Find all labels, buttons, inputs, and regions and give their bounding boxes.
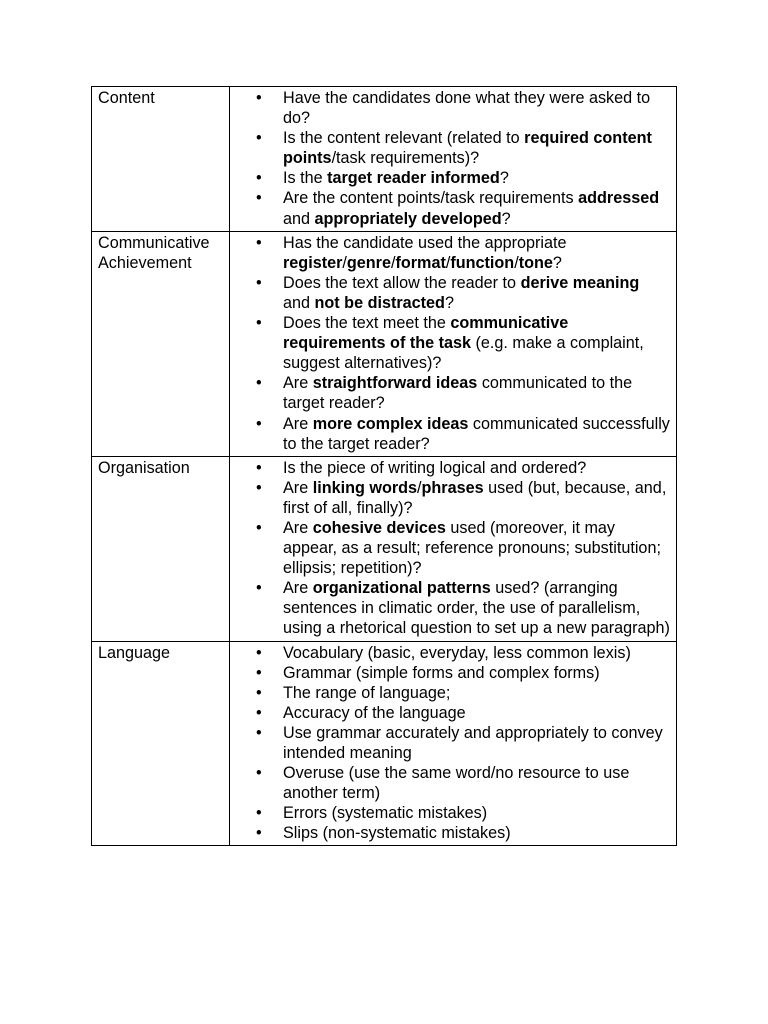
criterion-questions	[230, 231, 677, 456]
text-run: ?	[552, 253, 562, 272]
list-item	[230, 518, 670, 578]
list-item	[230, 703, 670, 723]
bold-text: more complex ideas	[312, 414, 469, 433]
bold-text: phrases	[421, 478, 484, 497]
text-run: Are	[283, 478, 313, 497]
text-run: ?	[499, 169, 509, 188]
table-row	[92, 641, 677, 846]
text-run: Overuse (use the same word/no resource to use another term)	[283, 764, 630, 803]
criterion-questions	[230, 87, 677, 232]
list-item	[230, 683, 670, 703]
criterion-label: Language	[92, 641, 230, 846]
bold-text: straightforward ideas	[312, 374, 478, 393]
text-run: Vocabulary (basic, everyday, less common lexis)	[283, 643, 631, 662]
text-run: /	[390, 253, 396, 272]
text-run: Are	[283, 414, 313, 433]
text-run: Is the piece of writing logical and ordered?	[283, 458, 587, 477]
text-run: /task requirements)?	[331, 149, 480, 168]
table-row	[92, 87, 677, 232]
list-item	[230, 88, 670, 128]
criterion-label: Communicative Achievement	[92, 231, 230, 456]
list-item	[230, 313, 670, 373]
list-item	[230, 188, 670, 228]
text-run: Accuracy of the language	[283, 703, 466, 722]
list-item	[230, 578, 670, 638]
bold-text: register	[283, 253, 343, 272]
text-run: and	[283, 293, 315, 312]
bold-text: appropriately developed	[314, 209, 502, 228]
table-row	[92, 231, 677, 456]
list-item	[230, 128, 670, 168]
text-run: Are	[283, 518, 313, 537]
list-item	[230, 233, 670, 273]
text-run: /	[342, 253, 347, 272]
text-run: /	[514, 253, 519, 272]
bold-text: tone	[518, 253, 553, 272]
bullet-list	[230, 88, 670, 229]
text-run: Are	[283, 579, 313, 598]
text-run: communicated to the target reader?	[283, 374, 633, 413]
list-item	[230, 643, 670, 663]
list-item	[230, 414, 670, 454]
assessment-criteria-table	[91, 86, 677, 846]
bold-text: not be distracted	[314, 293, 445, 312]
list-item	[230, 803, 670, 823]
bold-text: required content points	[283, 129, 652, 168]
text-run: /	[445, 253, 451, 272]
bold-text: derive meaning	[520, 273, 640, 292]
text-run: Errors (systematic mistakes)	[283, 804, 488, 823]
bold-text: function	[450, 253, 515, 272]
text-run: Grammar (simple forms and complex forms)	[283, 663, 600, 682]
text-run: ?	[444, 293, 454, 312]
text-run: /	[417, 478, 422, 497]
text-run: Are the content points/task requirements	[283, 189, 579, 208]
list-item	[230, 478, 670, 518]
bold-text: format	[395, 253, 446, 272]
text-run: Use grammar accurately and appropriately to convey intended meaning	[283, 723, 663, 762]
criterion-label: Content	[92, 87, 230, 232]
criterion-label: Organisation	[92, 456, 230, 641]
list-item	[230, 763, 670, 803]
text-run: Have the candidates done what they were asked to do?	[283, 89, 651, 128]
list-item	[230, 273, 670, 313]
text-run: Does the text allow the reader to	[283, 273, 521, 292]
list-item	[230, 663, 670, 683]
text-run: Is the content relevant (related to	[283, 129, 525, 148]
text-run: (e.g. make a complaint, suggest alternatives)?	[283, 334, 644, 373]
table-row	[92, 456, 677, 641]
bullet-list	[230, 643, 670, 844]
text-run: Has the candidate used the appropriate	[283, 233, 567, 252]
bold-text: cohesive devices	[312, 518, 446, 537]
text-run: Are	[283, 374, 313, 393]
list-item	[230, 373, 670, 413]
bullet-list	[230, 458, 670, 639]
text-run: Is the	[283, 169, 328, 188]
text-run: The range of language;	[283, 683, 451, 702]
bold-text: organizational patterns	[312, 579, 491, 598]
text-run: used? (arranging sentences in climatic order, the use of parallelism, using a rhetorical question to set up a new paragraph)	[283, 579, 670, 638]
list-item	[230, 823, 670, 843]
list-item	[230, 723, 670, 763]
text-run: Slips (non-systematic mistakes)	[283, 824, 511, 843]
bold-text: linking words	[312, 478, 418, 497]
list-item	[230, 458, 670, 478]
bold-text: communicative requirements of the task	[283, 314, 569, 353]
text-run: used (moreover, it may appear, as a result; reference pronouns; substitution; ellipsis; repetition)?	[283, 518, 661, 578]
text-run: and	[283, 209, 315, 228]
criterion-questions	[230, 641, 677, 846]
list-item	[230, 168, 670, 188]
criterion-questions	[230, 456, 677, 641]
text-run: Does the text meet the	[283, 314, 451, 333]
bold-text: target reader informed	[327, 169, 500, 188]
bold-text: genre	[346, 253, 391, 272]
bullet-list	[230, 233, 670, 454]
bold-text: addressed	[578, 189, 660, 208]
text-run: communicated successfully to the target reader?	[283, 414, 670, 453]
text-run: used (but, because, and, first of all, finally)?	[283, 478, 667, 517]
text-run: ?	[501, 209, 511, 228]
